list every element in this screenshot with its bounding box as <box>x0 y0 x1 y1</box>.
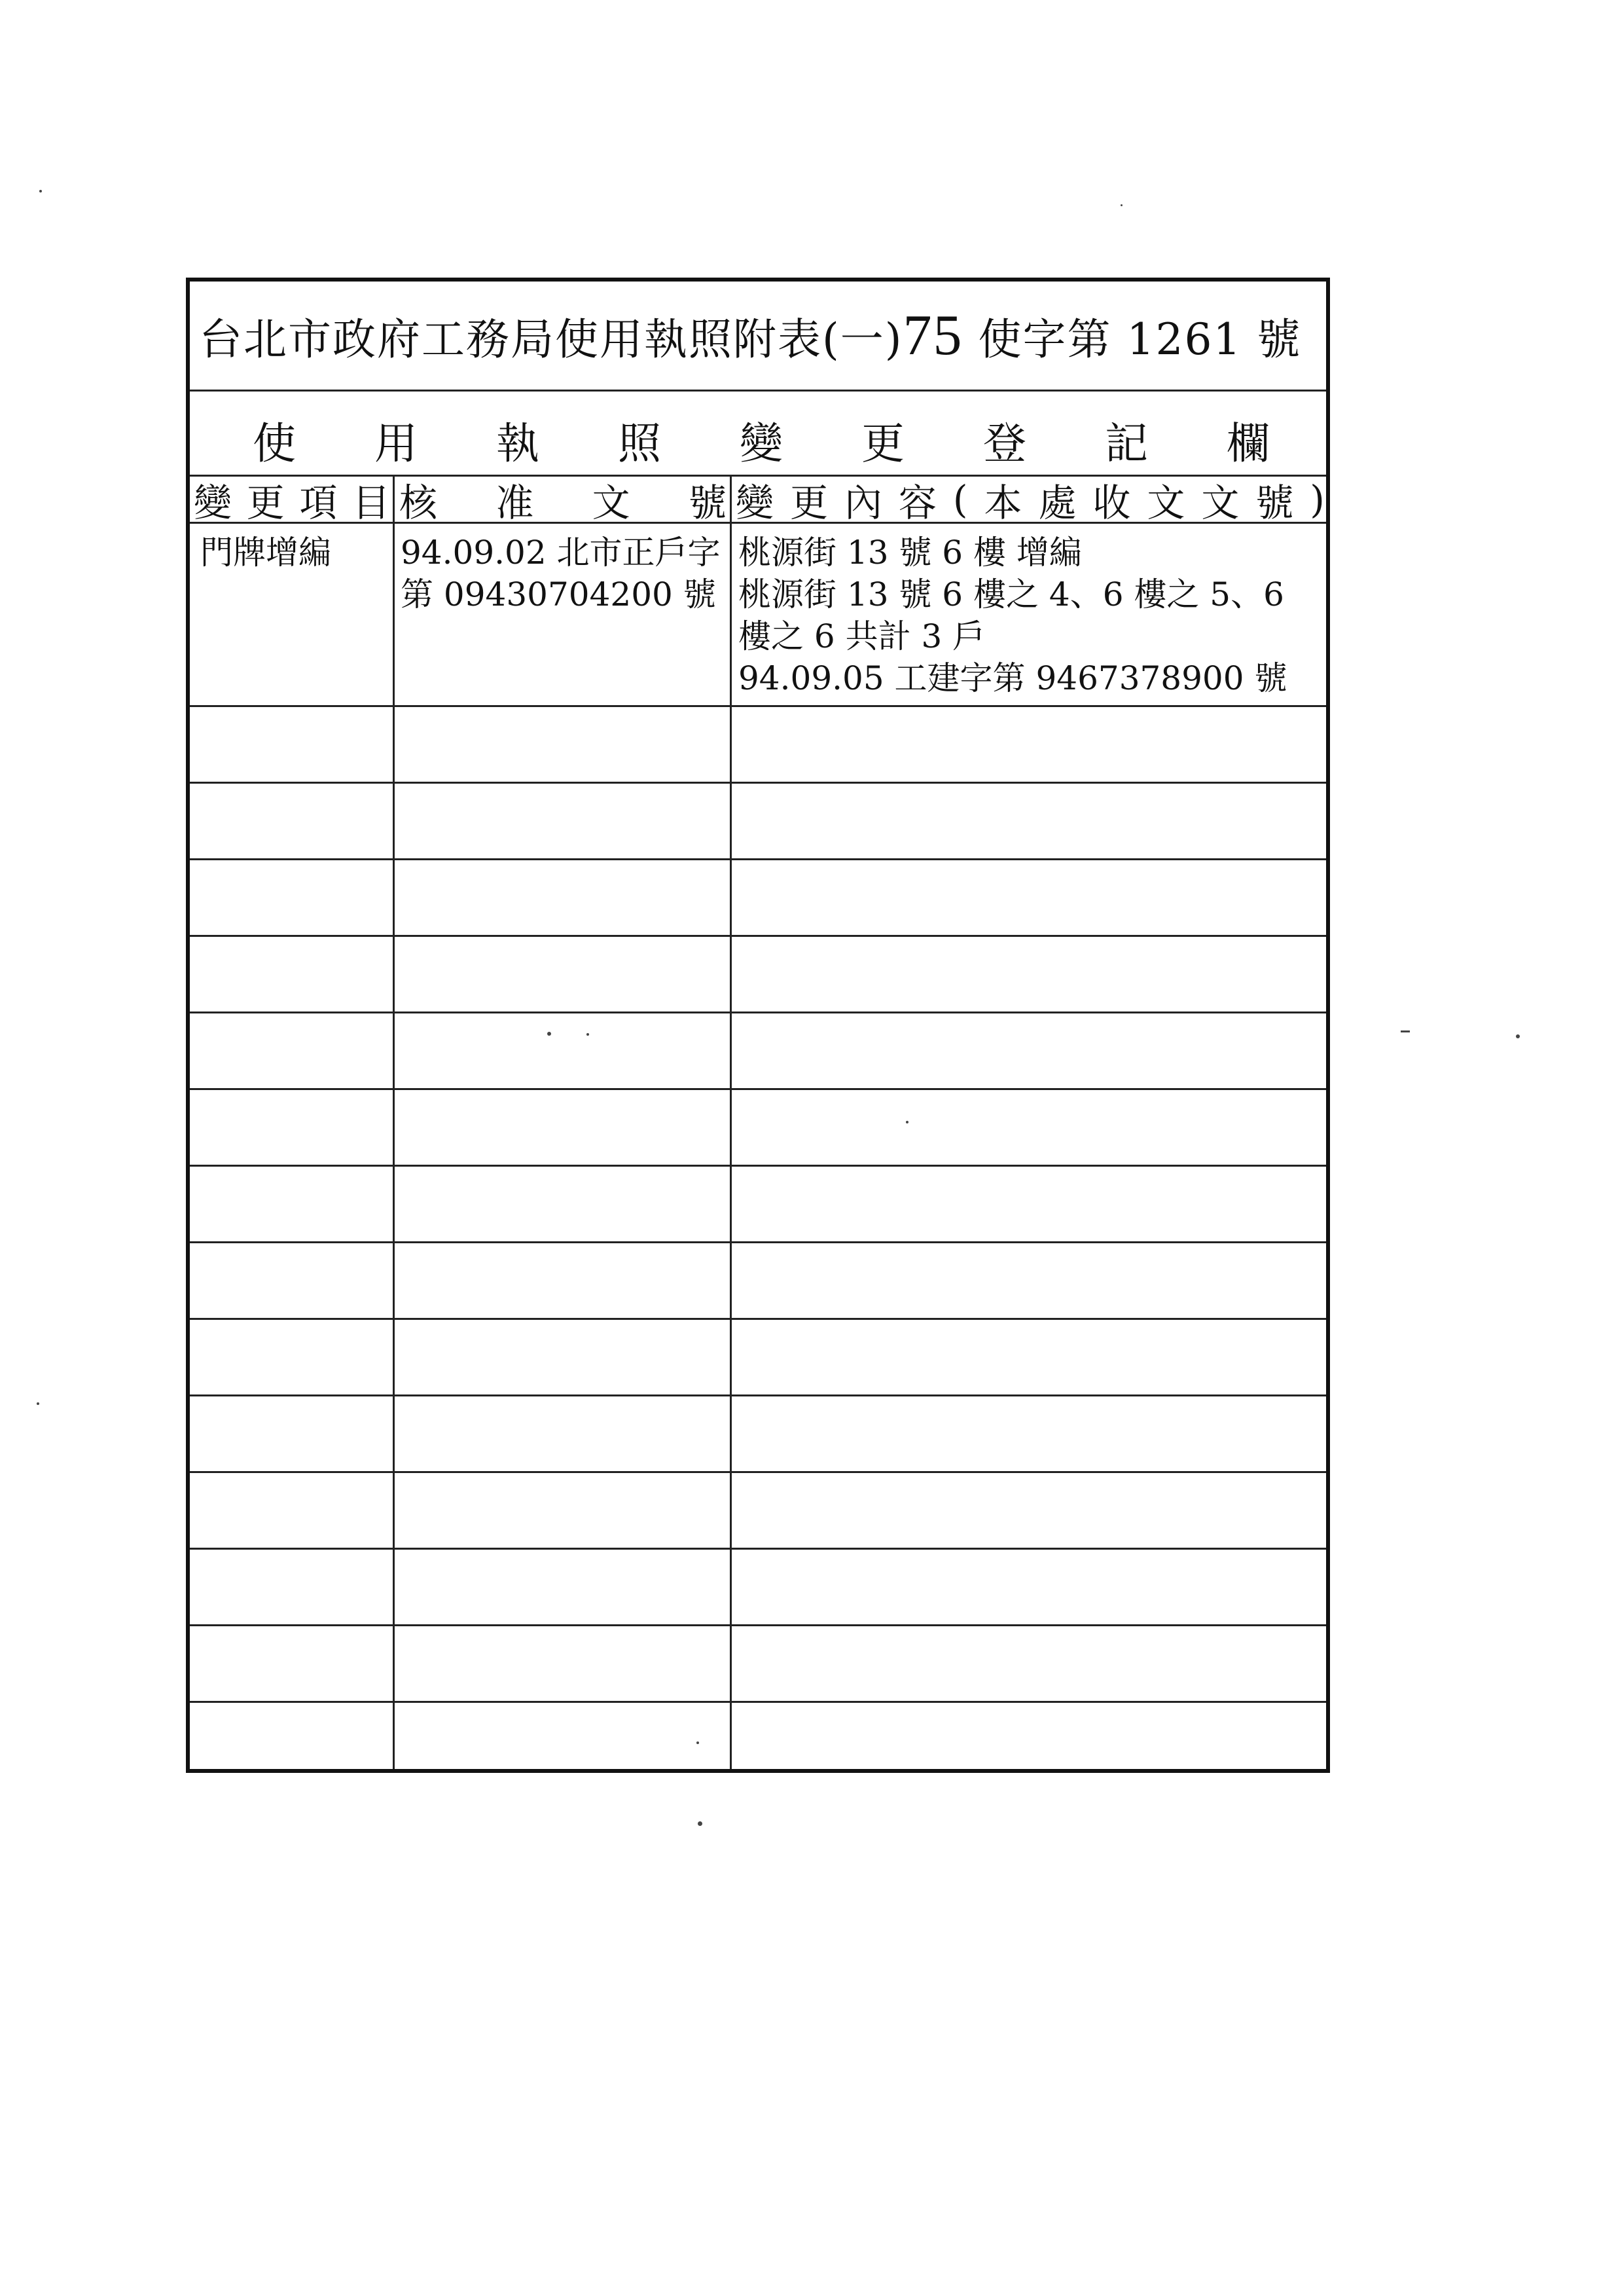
section-heading-char: 使 <box>253 418 296 469</box>
title-suffix: 使字第 1261 號 <box>963 314 1302 365</box>
scan-speck <box>39 190 42 192</box>
header-char: 文 <box>1147 480 1185 525</box>
header-char: 處 <box>1038 480 1077 525</box>
scan-speck <box>547 1032 551 1036</box>
title-year: 75 <box>903 304 963 367</box>
header-char: 項 <box>299 480 338 525</box>
header-char: 變 <box>194 480 232 525</box>
header-char: 號 <box>688 480 727 525</box>
section-heading-row <box>190 392 1326 477</box>
header-char: 文 <box>1201 480 1240 525</box>
row-divider <box>190 1088 1326 1090</box>
section-heading-char: 照 <box>618 418 661 469</box>
content-line: 94.09.05 工建字第 9467378900 號 <box>738 659 1287 697</box>
change-item-cell: 門牌增編 <box>200 534 331 572</box>
form-title <box>199 302 1301 369</box>
scan-speck <box>586 1033 589 1036</box>
section-heading-char: 用 <box>374 418 418 469</box>
content-line: 桃源街 13 號 6 樓 增編 <box>738 534 1082 572</box>
scan-speck <box>1516 1034 1520 1038</box>
approval-line: 94.09.02 北市正戶字 <box>401 534 721 572</box>
row-divider <box>190 1394 1326 1396</box>
form-title-row <box>190 282 1326 392</box>
section-heading-char: 記 <box>1105 418 1148 469</box>
header-char: 容 <box>898 480 937 525</box>
scan-speck <box>1401 1030 1410 1032</box>
header-char: ) <box>1310 477 1325 522</box>
scan-speck <box>1121 204 1123 206</box>
header-char: 更 <box>789 480 828 525</box>
section-heading-char: 變 <box>740 418 783 469</box>
header-char: 收 <box>1092 480 1131 525</box>
header-char: 本 <box>984 480 1022 525</box>
row-divider <box>190 935 1326 937</box>
header-change-content <box>736 477 1325 525</box>
row-divider <box>190 1241 1326 1243</box>
header-char: 內 <box>844 480 882 525</box>
title-prefix: 台北市政府工務局使用執照附表(一) <box>199 314 903 365</box>
header-change-item <box>194 477 390 525</box>
header-char: 文 <box>592 480 630 525</box>
approval-line: 第 09430704200 號 <box>401 575 716 613</box>
row-divider <box>190 1165 1326 1167</box>
row-divider <box>190 1624 1326 1626</box>
scan-speck <box>698 1821 702 1826</box>
section-heading-char: 更 <box>861 418 905 469</box>
header-approval-number <box>399 477 727 525</box>
column-divider <box>730 477 732 1769</box>
header-char: 准 <box>495 480 534 525</box>
section-heading-char: 欄 <box>1227 418 1270 469</box>
row-divider <box>190 782 1326 784</box>
header-char: 變 <box>736 480 774 525</box>
header-char: 核 <box>399 480 438 525</box>
row-divider <box>190 1548 1326 1550</box>
row-divider <box>190 1471 1326 1473</box>
section-heading-char: 登 <box>983 418 1026 469</box>
content-line: 樓之 6 共計 3 戶 <box>738 617 986 655</box>
row-divider <box>190 1011 1326 1013</box>
row-divider <box>190 705 1326 707</box>
column-divider <box>393 477 395 1769</box>
usage-permit-change-form <box>186 278 1330 1773</box>
content-line: 桃源街 13 號 6 樓之 4、6 樓之 5、6 <box>738 575 1284 613</box>
section-heading-char: 執 <box>496 418 539 469</box>
header-char: ( <box>952 477 968 522</box>
row-divider <box>190 1318 1326 1320</box>
column-header-row <box>190 477 1326 524</box>
scan-speck <box>37 1402 39 1405</box>
row-divider <box>190 1701 1326 1703</box>
header-char: 號 <box>1255 480 1294 525</box>
row-divider <box>190 858 1326 860</box>
header-char: 目 <box>351 480 390 525</box>
scan-speck <box>696 1741 699 1744</box>
header-char: 更 <box>246 480 285 525</box>
scan-speck <box>906 1121 908 1123</box>
